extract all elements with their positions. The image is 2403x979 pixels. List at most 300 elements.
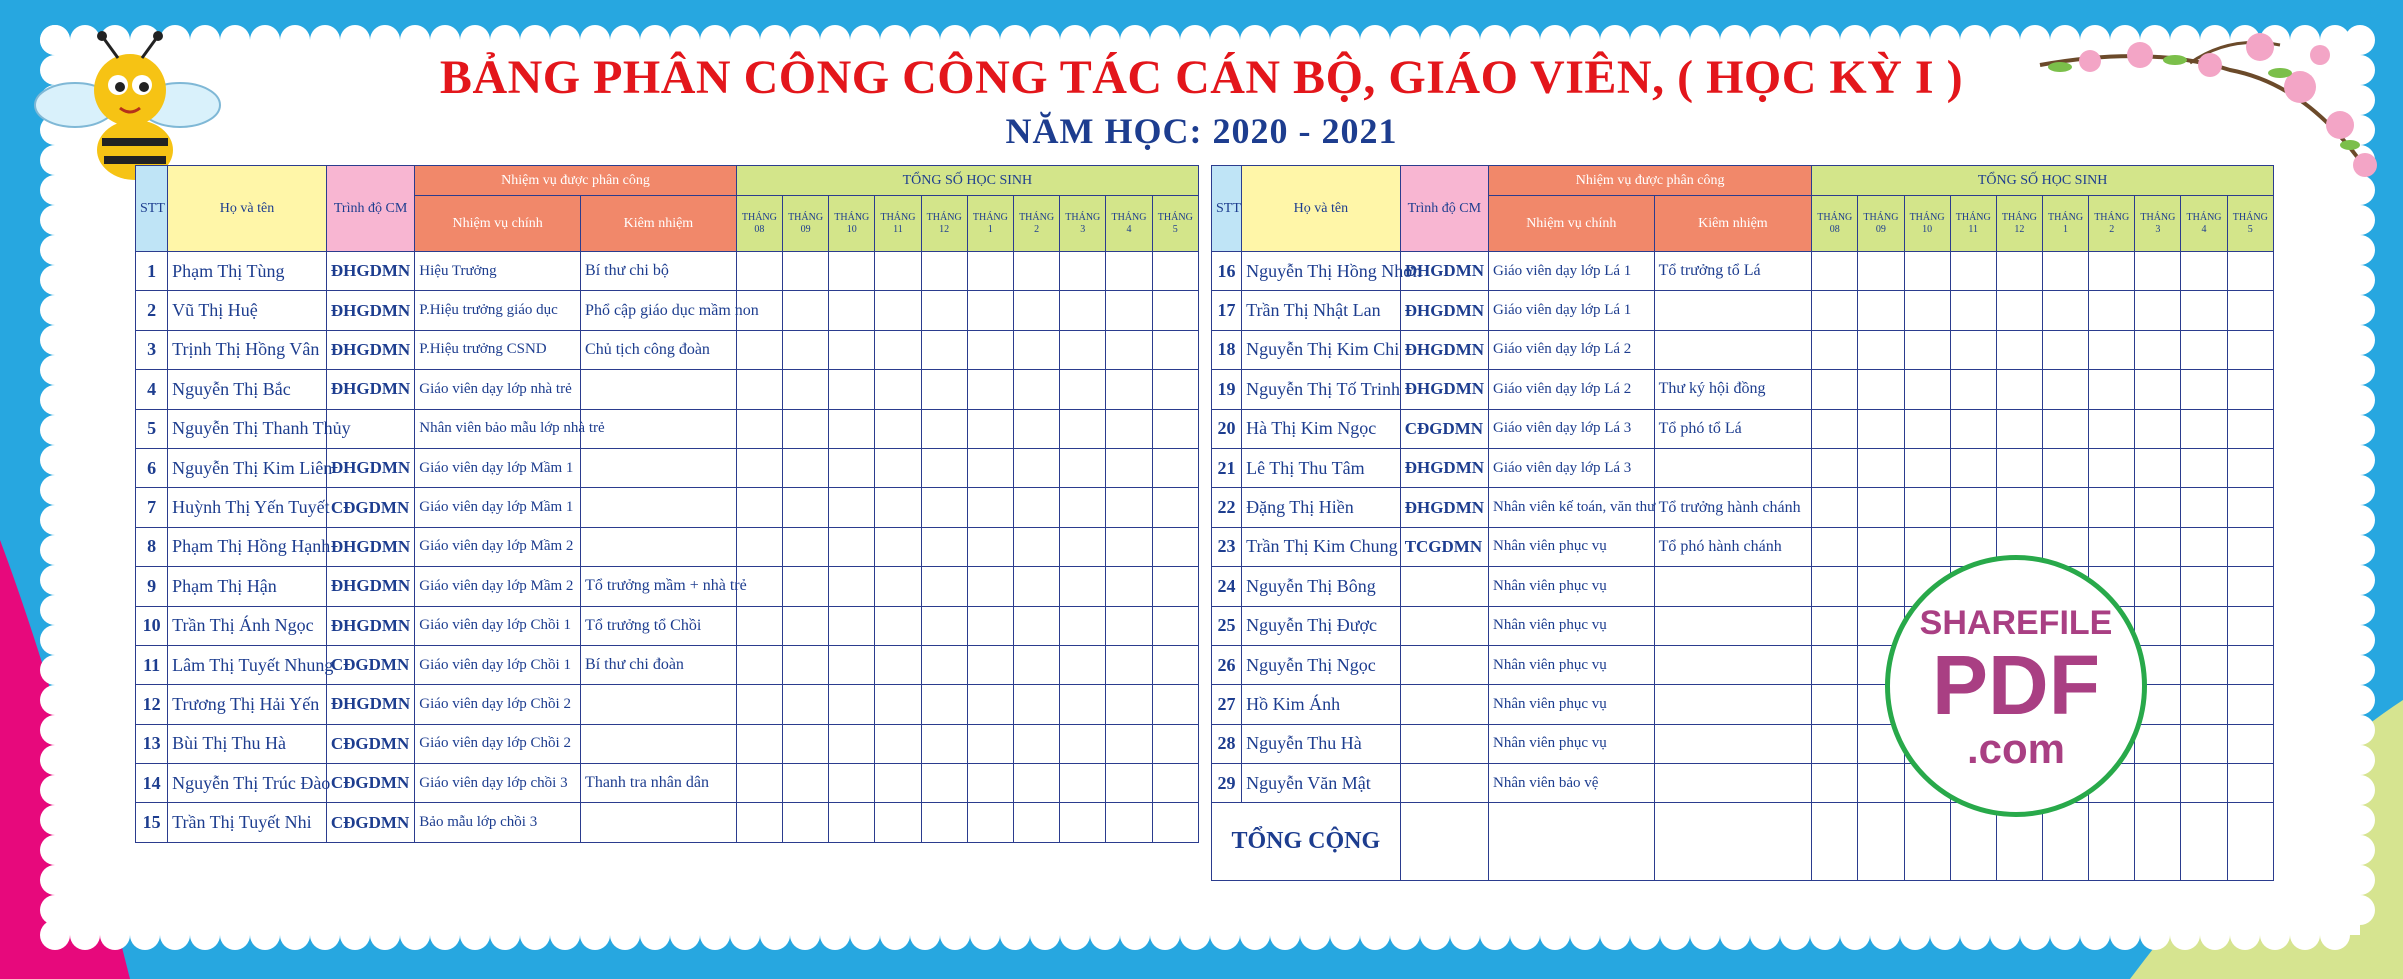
row-name: Trần Thị Ánh Ngọc <box>168 606 327 645</box>
row-main-task: Nhân viên phục vụ <box>1489 606 1655 645</box>
row-month-count <box>1858 370 1904 409</box>
total-cell <box>1858 803 1904 881</box>
row-name: Nguyễn Thị Thanh Thủy <box>168 409 327 448</box>
month-word: THÁNG <box>1157 211 1193 223</box>
header-task-group: Nhiệm vụ được phân công <box>1489 166 1812 196</box>
row-name: Trần Thị Kim Chung <box>1242 527 1401 566</box>
month-number: 09 <box>1875 223 1886 235</box>
month-number: 10 <box>1922 223 1933 235</box>
row-month-count <box>2227 370 2273 409</box>
row-month-count <box>1060 645 1106 684</box>
month-number: 1 <box>987 223 993 235</box>
table-row <box>136 488 1199 527</box>
row-month-count <box>875 567 921 606</box>
row-month-count <box>1996 291 2042 330</box>
row-level: ĐHGDMN <box>326 330 414 369</box>
row-month-count <box>1152 409 1198 448</box>
row-month-count <box>1950 291 1996 330</box>
row-month-count <box>1152 606 1198 645</box>
row-main-task: Nhân viên phục vụ <box>1489 645 1655 684</box>
row-month-count <box>736 606 782 645</box>
table-row <box>136 567 1199 606</box>
header-month-10 <box>829 196 875 252</box>
month-word: THÁNG <box>926 211 962 223</box>
row-extra-task: Tổ trưởng tổ Chồi <box>581 606 737 645</box>
table-row <box>136 291 1199 330</box>
row-month-count <box>967 252 1013 291</box>
row-extra-task <box>581 724 737 763</box>
month-word: THÁNG <box>2094 211 2130 223</box>
watermark-line3: .com <box>1966 725 2066 772</box>
row-month-count <box>2135 409 2181 448</box>
row-month-count <box>2181 527 2227 566</box>
month-word: THÁNG <box>1019 211 1055 223</box>
row-stt: 17 <box>1212 291 1242 330</box>
header-extra-task: Kiêm nhiệm <box>1654 196 1812 252</box>
row-month-count <box>1858 448 1904 487</box>
row-name: Đặng Thị Hiền <box>1242 488 1401 527</box>
row-month-count <box>736 527 782 566</box>
row-month-count <box>2135 527 2181 566</box>
row-month-count <box>875 291 921 330</box>
header-month-3 <box>2135 196 2181 252</box>
table-row <box>136 606 1199 645</box>
month-word: THÁNG <box>834 211 870 223</box>
header-stt: STT <box>136 166 168 252</box>
row-month-count <box>1106 724 1152 763</box>
row-main-task: Giáo viên dạy lớp Mầm 1 <box>415 488 581 527</box>
row-month-count <box>967 488 1013 527</box>
row-month-count <box>1013 252 1059 291</box>
row-month-count <box>1152 370 1198 409</box>
row-extra-task: Phổ cập giáo dục mầm non <box>581 291 737 330</box>
row-stt: 28 <box>1212 724 1242 763</box>
header-month-09 <box>782 196 828 252</box>
row-month-count <box>875 252 921 291</box>
row-month-count <box>1996 409 2042 448</box>
row-month-count <box>1013 764 1059 803</box>
month-word: THÁNG <box>972 211 1008 223</box>
row-month-count <box>1950 370 1996 409</box>
header-month-2 <box>2089 196 2135 252</box>
row-month-count <box>2089 291 2135 330</box>
row-month-count <box>1106 606 1152 645</box>
assignment-table-right <box>1211 165 2274 881</box>
header-level: Trình độ CM <box>326 166 414 252</box>
row-month-count <box>1904 488 1950 527</box>
row-month-count <box>1812 291 1858 330</box>
row-month-count <box>2135 488 2181 527</box>
row-month-count <box>1152 764 1198 803</box>
row-month-count <box>1858 330 1904 369</box>
row-extra-task <box>1654 764 1812 803</box>
row-month-count <box>829 685 875 724</box>
row-month-count <box>1950 409 1996 448</box>
row-month-count <box>1106 567 1152 606</box>
row-month-count <box>921 527 967 566</box>
header-month-5 <box>2227 196 2273 252</box>
header-total-group: TỔNG SỐ HỌC SINH <box>1812 166 2274 196</box>
row-month-count <box>736 409 782 448</box>
row-month-count <box>2227 685 2273 724</box>
row-name: Vũ Thị Huệ <box>168 291 327 330</box>
row-month-count <box>2135 567 2181 606</box>
row-month-count <box>736 252 782 291</box>
row-name: Nguyễn Thị Ngọc <box>1242 645 1401 684</box>
row-month-count <box>1060 764 1106 803</box>
row-stt: 15 <box>136 803 168 842</box>
row-month-count <box>921 488 967 527</box>
table-row <box>136 409 1199 448</box>
row-month-count <box>2181 606 2227 645</box>
row-month-count <box>921 724 967 763</box>
row-level: ĐHGDMN <box>326 606 414 645</box>
row-name: Lâm Thị Tuyết Nhung <box>168 645 327 684</box>
month-word: THÁNG <box>788 211 824 223</box>
row-month-count <box>1152 645 1198 684</box>
row-month-count <box>736 330 782 369</box>
month-number: 10 <box>846 223 857 235</box>
row-month-count <box>1106 330 1152 369</box>
row-month-count <box>1152 567 1198 606</box>
row-name: Phạm Thị Hồng Hạnh <box>168 527 327 566</box>
header-month-10 <box>1904 196 1950 252</box>
row-stt: 14 <box>136 764 168 803</box>
row-extra-task <box>581 448 737 487</box>
month-word: THÁNG <box>2001 211 2037 223</box>
row-level: CĐGDMN <box>326 764 414 803</box>
row-month-count <box>1013 409 1059 448</box>
row-level: CĐGDMN <box>326 488 414 527</box>
watermark-line2: PDF <box>1932 638 2100 732</box>
row-month-count <box>2089 330 2135 369</box>
month-number: 11 <box>893 223 903 235</box>
row-month-count <box>875 606 921 645</box>
row-month-count <box>875 527 921 566</box>
row-month-count <box>1060 567 1106 606</box>
row-month-count <box>1060 291 1106 330</box>
row-month-count <box>1060 409 1106 448</box>
row-month-count <box>1858 252 1904 291</box>
month-word: THÁNG <box>1909 211 1945 223</box>
row-month-count <box>782 448 828 487</box>
row-name: Hồ Kim Ánh <box>1242 685 1401 724</box>
month-word: THÁNG <box>2186 211 2222 223</box>
row-level: CĐGDMN <box>326 724 414 763</box>
row-stt: 9 <box>136 567 168 606</box>
row-month-count <box>1950 252 1996 291</box>
row-month-count <box>2089 370 2135 409</box>
row-stt: 1 <box>136 252 168 291</box>
row-stt: 6 <box>136 448 168 487</box>
row-level: ĐHGDMN <box>326 291 414 330</box>
row-level <box>1400 645 1488 684</box>
row-stt: 5 <box>136 409 168 448</box>
row-month-count <box>2042 448 2088 487</box>
row-month-count <box>1106 252 1152 291</box>
row-month-count <box>921 448 967 487</box>
row-stt: 18 <box>1212 330 1242 369</box>
row-month-count <box>736 488 782 527</box>
row-stt: 26 <box>1212 645 1242 684</box>
row-extra-task: Thư ký hội đồng <box>1654 370 1812 409</box>
row-extra-task <box>581 370 737 409</box>
table-row <box>1212 370 2274 409</box>
row-month-count <box>736 645 782 684</box>
row-month-count <box>782 567 828 606</box>
row-month-count <box>829 724 875 763</box>
row-month-count <box>1904 330 1950 369</box>
row-month-count <box>1013 488 1059 527</box>
total-cell <box>1950 803 1996 881</box>
header-level: Trình độ CM <box>1400 166 1488 252</box>
row-month-count <box>1106 527 1152 566</box>
row-month-count <box>829 645 875 684</box>
row-month-count <box>1060 448 1106 487</box>
row-month-count <box>1812 488 1858 527</box>
row-extra-task: Bí thư chi đoàn <box>581 645 737 684</box>
row-month-count <box>1106 448 1152 487</box>
table-row <box>136 330 1199 369</box>
row-stt: 29 <box>1212 764 1242 803</box>
row-month-count <box>967 606 1013 645</box>
table-row <box>1212 330 2274 369</box>
row-stt: 21 <box>1212 448 1242 487</box>
row-main-task: Nhân viên phục vụ <box>1489 685 1655 724</box>
row-month-count <box>875 370 921 409</box>
row-extra-task: Tổ phó hành chánh <box>1654 527 1812 566</box>
row-name: Nguyễn Thị Được <box>1242 606 1401 645</box>
row-month-count <box>2042 291 2088 330</box>
row-month-count <box>829 606 875 645</box>
table-row <box>136 803 1199 842</box>
row-month-count <box>1812 724 1858 763</box>
row-name: Nguyễn Thu Hà <box>1242 724 1401 763</box>
row-month-count <box>2089 488 2135 527</box>
row-month-count <box>2135 291 2181 330</box>
row-main-task: Giáo viên dạy lớp Chồi 1 <box>415 606 581 645</box>
row-month-count <box>921 330 967 369</box>
row-month-count <box>1152 252 1198 291</box>
row-main-task: Giáo viên dạy lớp chồi 3 <box>415 764 581 803</box>
month-word: THÁNG <box>1817 211 1853 223</box>
row-name: Nguyễn Thị Kim Chi <box>1242 330 1401 369</box>
row-month-count <box>1812 645 1858 684</box>
row-month-count <box>2227 409 2273 448</box>
header-month-08 <box>736 196 782 252</box>
row-month-count <box>1950 330 1996 369</box>
row-month-count <box>829 370 875 409</box>
row-main-task: P.Hiệu trưởng CSND <box>415 330 581 369</box>
row-month-count <box>1060 685 1106 724</box>
row-name: Huỳnh Thị Yến Tuyết <box>168 488 327 527</box>
row-month-count <box>2042 330 2088 369</box>
row-month-count <box>1152 527 1198 566</box>
row-month-count <box>1106 291 1152 330</box>
row-month-count <box>782 252 828 291</box>
total-row <box>1212 803 2274 881</box>
row-month-count <box>967 645 1013 684</box>
row-month-count <box>1904 252 1950 291</box>
month-number: 3 <box>2155 223 2161 235</box>
row-main-task: Nhân viên kế toán, văn thư <box>1489 488 1655 527</box>
row-main-task: Nhân viên phục vụ <box>1489 567 1655 606</box>
row-month-count <box>1996 488 2042 527</box>
row-month-count <box>2181 488 2227 527</box>
row-level <box>1400 764 1488 803</box>
row-stt: 13 <box>136 724 168 763</box>
table-row <box>1212 252 2274 291</box>
table-row <box>136 370 1199 409</box>
row-month-count <box>1106 764 1152 803</box>
row-level: ĐHGDMN <box>326 685 414 724</box>
row-month-count <box>1106 685 1152 724</box>
row-month-count <box>1812 567 1858 606</box>
row-name: Trương Thị Hải Yến <box>168 685 327 724</box>
row-extra-task <box>581 685 737 724</box>
row-extra-task <box>1654 685 1812 724</box>
row-level: CĐGDMN <box>326 803 414 842</box>
row-extra-task <box>1654 606 1812 645</box>
row-level <box>1400 567 1488 606</box>
row-month-count <box>875 803 921 842</box>
row-month-count <box>1812 764 1858 803</box>
row-month-count <box>1106 645 1152 684</box>
row-main-task: Giáo viên dạy lớp Lá 1 <box>1489 291 1655 330</box>
row-month-count <box>736 764 782 803</box>
row-month-count <box>1060 330 1106 369</box>
row-stt: 23 <box>1212 527 1242 566</box>
month-number: 5 <box>2247 223 2253 235</box>
row-month-count <box>2227 606 2273 645</box>
row-month-count <box>2089 448 2135 487</box>
row-month-count <box>2181 567 2227 606</box>
row-month-count <box>829 330 875 369</box>
row-month-count <box>2181 645 2227 684</box>
row-month-count <box>1152 724 1198 763</box>
row-main-task: P.Hiệu trưởng giáo dục <box>415 291 581 330</box>
row-month-count <box>782 330 828 369</box>
row-month-count <box>921 252 967 291</box>
row-month-count <box>782 764 828 803</box>
month-number: 11 <box>1968 223 1979 235</box>
table-row <box>136 685 1199 724</box>
row-name: Nguyễn Thị Tố Trinh <box>1242 370 1401 409</box>
row-month-count <box>2181 370 2227 409</box>
row-level: ĐHGDMN <box>1400 291 1488 330</box>
row-extra-task <box>1654 645 1812 684</box>
row-month-count <box>829 527 875 566</box>
row-month-count <box>782 645 828 684</box>
row-month-count <box>2227 448 2273 487</box>
header-name: Họ và tên <box>168 166 327 252</box>
row-stt: 11 <box>136 645 168 684</box>
row-month-count <box>2181 448 2227 487</box>
sharefile-pdf-watermark <box>1885 555 2147 817</box>
page-subtitle: NĂM HỌC: 2020 - 2021 <box>1005 111 1398 151</box>
row-level <box>1400 685 1488 724</box>
month-word: THÁNG <box>1111 211 1147 223</box>
row-month-count <box>1812 685 1858 724</box>
row-month-count <box>2042 409 2088 448</box>
row-month-count <box>736 724 782 763</box>
row-month-count <box>1950 488 1996 527</box>
row-month-count <box>1996 448 2042 487</box>
row-main-task: Giáo viên dạy lớp Lá 2 <box>1489 370 1655 409</box>
month-number: 5 <box>1172 223 1178 235</box>
row-month-count <box>1904 370 1950 409</box>
row-main-task: Nhân viên phục vụ <box>1489 724 1655 763</box>
row-month-count <box>829 567 875 606</box>
row-month-count <box>921 370 967 409</box>
row-month-count <box>2227 488 2273 527</box>
row-month-count <box>875 764 921 803</box>
row-stt: 7 <box>136 488 168 527</box>
row-month-count <box>2227 645 2273 684</box>
row-extra-task <box>1654 448 1812 487</box>
total-cell <box>1489 803 1655 881</box>
month-word: THÁNG <box>2048 211 2084 223</box>
row-extra-task: Tổ trưởng mầm + nhà trẻ <box>581 567 737 606</box>
row-month-count <box>782 291 828 330</box>
header-month-1 <box>2042 196 2088 252</box>
row-stt: 20 <box>1212 409 1242 448</box>
total-cell <box>1400 803 1488 881</box>
row-month-count <box>2227 764 2273 803</box>
table-row <box>1212 448 2274 487</box>
row-month-count <box>1013 448 1059 487</box>
row-main-task: Giáo viên dạy lớp Lá 2 <box>1489 330 1655 369</box>
row-month-count <box>967 409 1013 448</box>
total-cell <box>2181 803 2227 881</box>
row-level: ĐHGDMN <box>326 252 414 291</box>
header-month-11 <box>875 196 921 252</box>
row-month-count <box>921 645 967 684</box>
row-extra-task <box>1654 567 1812 606</box>
row-month-count <box>967 764 1013 803</box>
row-month-count <box>782 685 828 724</box>
row-month-count <box>967 685 1013 724</box>
row-month-count <box>921 803 967 842</box>
row-main-task: Nhân viên bảo vệ <box>1489 764 1655 803</box>
month-word: THÁNG <box>2232 211 2268 223</box>
row-month-count <box>2227 330 2273 369</box>
table-row <box>1212 291 2274 330</box>
row-name: Nguyễn Thị Bông <box>1242 567 1401 606</box>
row-month-count <box>2227 527 2273 566</box>
row-stt: 27 <box>1212 685 1242 724</box>
row-month-count <box>829 764 875 803</box>
row-extra-task <box>1654 291 1812 330</box>
row-month-count <box>2181 685 2227 724</box>
row-month-count <box>782 370 828 409</box>
row-month-count <box>782 409 828 448</box>
row-level: ĐHGDMN <box>326 448 414 487</box>
row-month-count <box>1996 370 2042 409</box>
row-month-count <box>1013 291 1059 330</box>
table-row <box>136 527 1199 566</box>
row-month-count <box>1013 645 1059 684</box>
row-month-count <box>921 291 967 330</box>
row-month-count <box>782 527 828 566</box>
row-name: Trần Thị Tuyết Nhi <box>168 803 327 842</box>
row-stt: 12 <box>136 685 168 724</box>
row-stt: 25 <box>1212 606 1242 645</box>
row-month-count <box>1060 252 1106 291</box>
row-month-count <box>967 567 1013 606</box>
row-month-count <box>921 567 967 606</box>
row-month-count <box>2181 330 2227 369</box>
